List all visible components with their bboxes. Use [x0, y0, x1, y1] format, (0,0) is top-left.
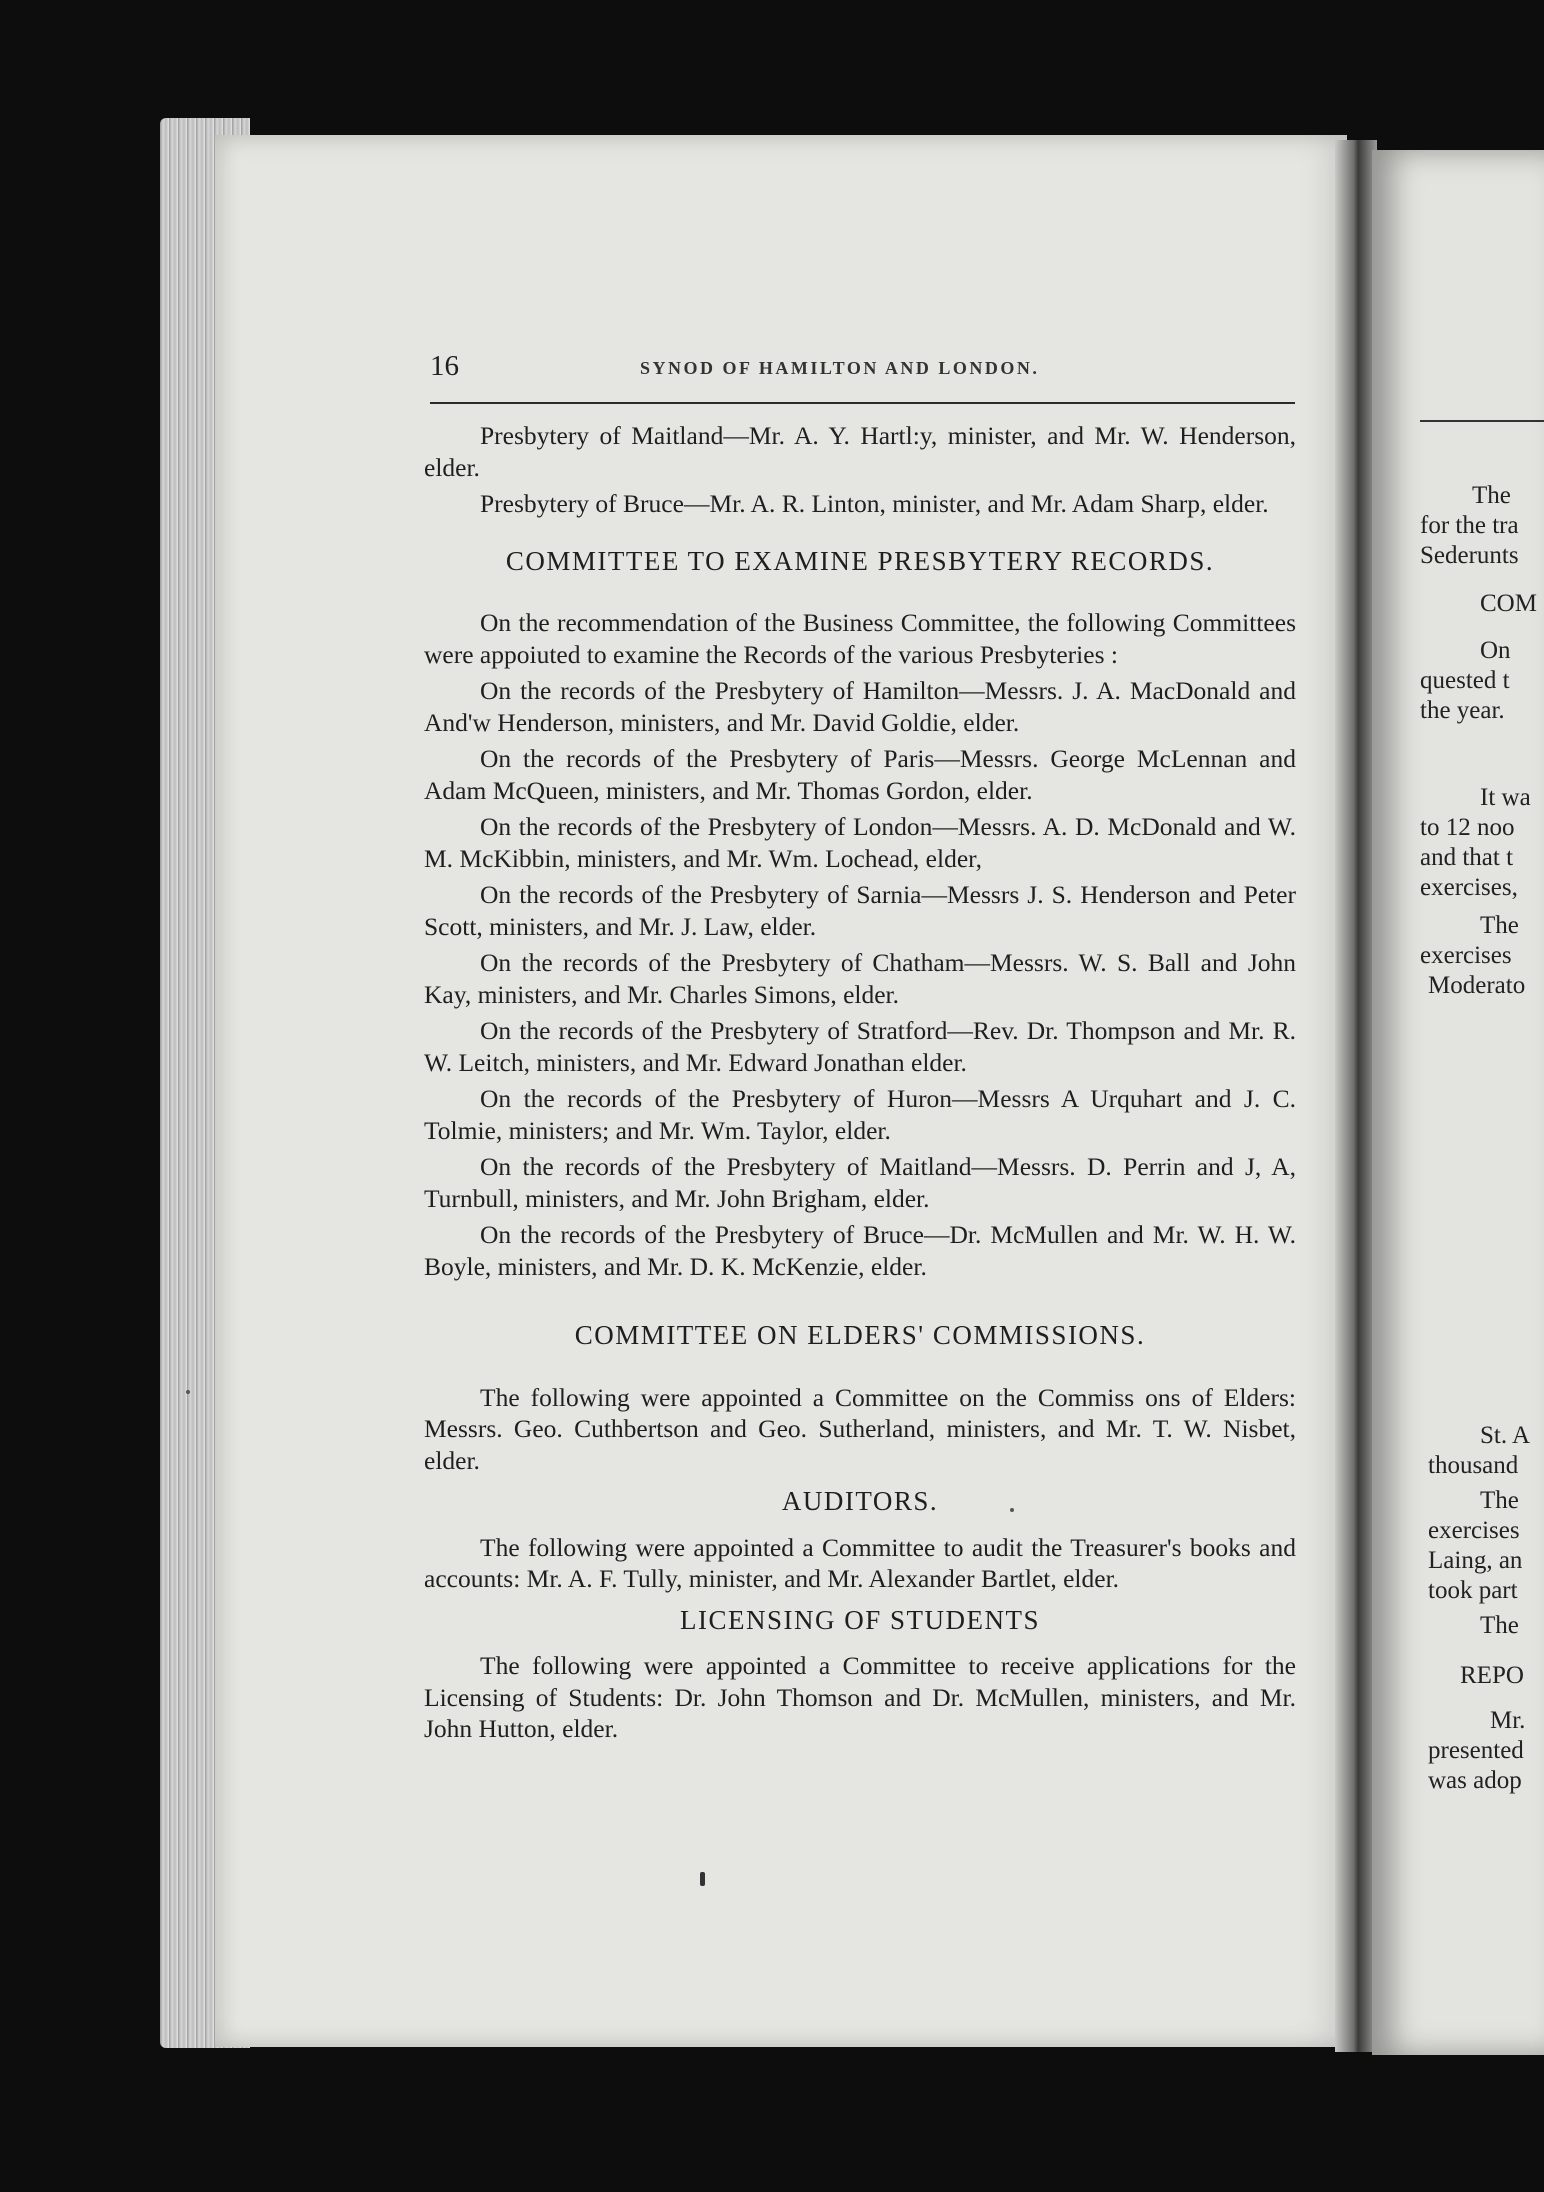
- facing-line: exercises: [1428, 1517, 1520, 1544]
- paragraph: On the records of the Presbytery of Maitland—Messrs. D. Perrin and J, A, Turnbull, ministers, and Mr. John Brigham, elder.: [424, 1152, 1296, 1213]
- facing-line: St. A: [1480, 1422, 1531, 1449]
- paragraph: On the records of the Presbytery of Paris—Messrs. George McLennan and Adam McQueen, ministers, and Mr. Thomas Gordon, elder.: [424, 744, 1296, 805]
- facing-line: Mr.: [1490, 1707, 1526, 1734]
- facing-line: took part: [1428, 1577, 1518, 1604]
- facing-line: The: [1480, 1612, 1519, 1639]
- paragraph: Presbytery of Maitland—Mr. A. Y. Hartl:y, minister, and Mr. W. Henderson, elder.: [424, 421, 1296, 482]
- section-heading: COMMITTEE ON ELDERS' COMMISSIONS.: [574, 1320, 1146, 1350]
- paragraph: On the records of the Presbytery of Bruce—Dr. McMullen and Mr. W. H. W. Boyle, ministers, and Mr. D. K. McKenzie, elder.: [424, 1220, 1296, 1281]
- paragraph: On the records of the Presbytery of Huron—Messrs A Urquhart and J. C. Tolmie, ministers; and Mr. Wm. Taylor, elder.: [424, 1084, 1296, 1145]
- section-heading: COMMITTEE TO EXAMINE PRESBYTERY RECORDS.: [505, 545, 1215, 576]
- facing-line: Moderato: [1428, 972, 1526, 999]
- paragraph: On the records of the Presbytery of Stratford—Rev. Dr. Thompson and Mr. R. W. Leitch, ministers, and Mr. Edward Jonathan elder.: [424, 1016, 1296, 1077]
- facing-line: to 12 noo: [1420, 814, 1515, 841]
- facing-line: for the tra: [1420, 512, 1519, 539]
- facing-line: Laing, an: [1428, 1547, 1523, 1574]
- paragraph: Presbytery of Bruce—Mr. A. R. Linton, minister, and Mr. Adam Sharp, elder.: [480, 489, 1269, 518]
- ink-speck: [186, 1390, 190, 1394]
- page-number: 16: [430, 350, 459, 382]
- paragraph: The following were appointed a Committee on the Commiss ons of Elders: Messrs. Geo. Cuthbertson and Geo. Sutherland, ministers, and Mr. T. W. Nisbet, elder.: [424, 1382, 1296, 1475]
- facing-line: quested t: [1420, 667, 1510, 694]
- facing-page-rule: [1420, 420, 1544, 422]
- facing-line: It wa: [1480, 784, 1531, 811]
- paragraph: On the records of the Presbytery of Sarnia—Messrs J. S. Henderson and Peter Scott, ministers, and Mr. J. Law, elder.: [424, 880, 1296, 941]
- facing-line: Sederunts: [1420, 542, 1519, 569]
- paragraph: On the records of the Presbytery of Chatham—Messrs. W. S. Ball and John Kay, ministers, and Mr. Charles Simons, elder.: [424, 948, 1296, 1009]
- facing-line: exercises: [1420, 942, 1512, 969]
- facing-line: presented: [1428, 1737, 1524, 1764]
- facing-line: The: [1480, 1487, 1519, 1514]
- paragraph: On the records of the Presbytery of Hamilton—Messrs. J. A. MacDonald and And'w Henderson, ministers, and Mr. David Goldie, elder.: [424, 676, 1296, 737]
- paragraph: On the records of the Presbytery of London—Messrs. A. D. McDonald and W. M. McKibbin, ministers, and Mr. Wm. Lochead, elder,: [424, 812, 1296, 873]
- facing-line: The: [1472, 482, 1511, 509]
- facing-page-fragment: [1372, 150, 1544, 2055]
- header-rule: [430, 402, 1295, 404]
- ink-blot: [700, 1872, 705, 1886]
- facing-line: and that t: [1420, 844, 1514, 871]
- ink-speck: [1010, 1508, 1014, 1512]
- section-heading: AUDITORS.: [781, 1486, 939, 1516]
- paragraph: The following were appointed a Committee to audit the Treasurer's books and accounts: Mr. A. F. Tully, minister, and Mr. Alexander Bartlet, elder.: [424, 1532, 1296, 1593]
- facing-line: The: [1480, 912, 1519, 939]
- page-body: [424, 420, 1296, 1750]
- facing-line: was adop: [1428, 1767, 1522, 1794]
- facing-line: REPO: [1460, 1662, 1524, 1689]
- section-heading: LICENSING OF STUDENTS: [679, 1604, 1040, 1635]
- facing-line: COM: [1480, 590, 1537, 617]
- book-gutter: [1335, 140, 1377, 2052]
- facing-line: the year.: [1420, 697, 1505, 724]
- paragraph: The following were appointed a Committee to receive applications for the Licensing of Students: Dr. John Thomson and Dr. McMullen, ministers, and Mr. John Hutton, elder.: [424, 1651, 1296, 1743]
- facing-line: thousand: [1428, 1452, 1519, 1479]
- facing-line: On: [1480, 637, 1511, 664]
- running-title: SYNOD OF HAMILTON AND LONDON.: [640, 358, 1040, 378]
- facing-line: exercises,: [1420, 874, 1518, 901]
- paragraph: On the recommendation of the Business Committee, the following Committees were appoiuted to examine the Records of the various Presbyteries :: [424, 608, 1296, 669]
